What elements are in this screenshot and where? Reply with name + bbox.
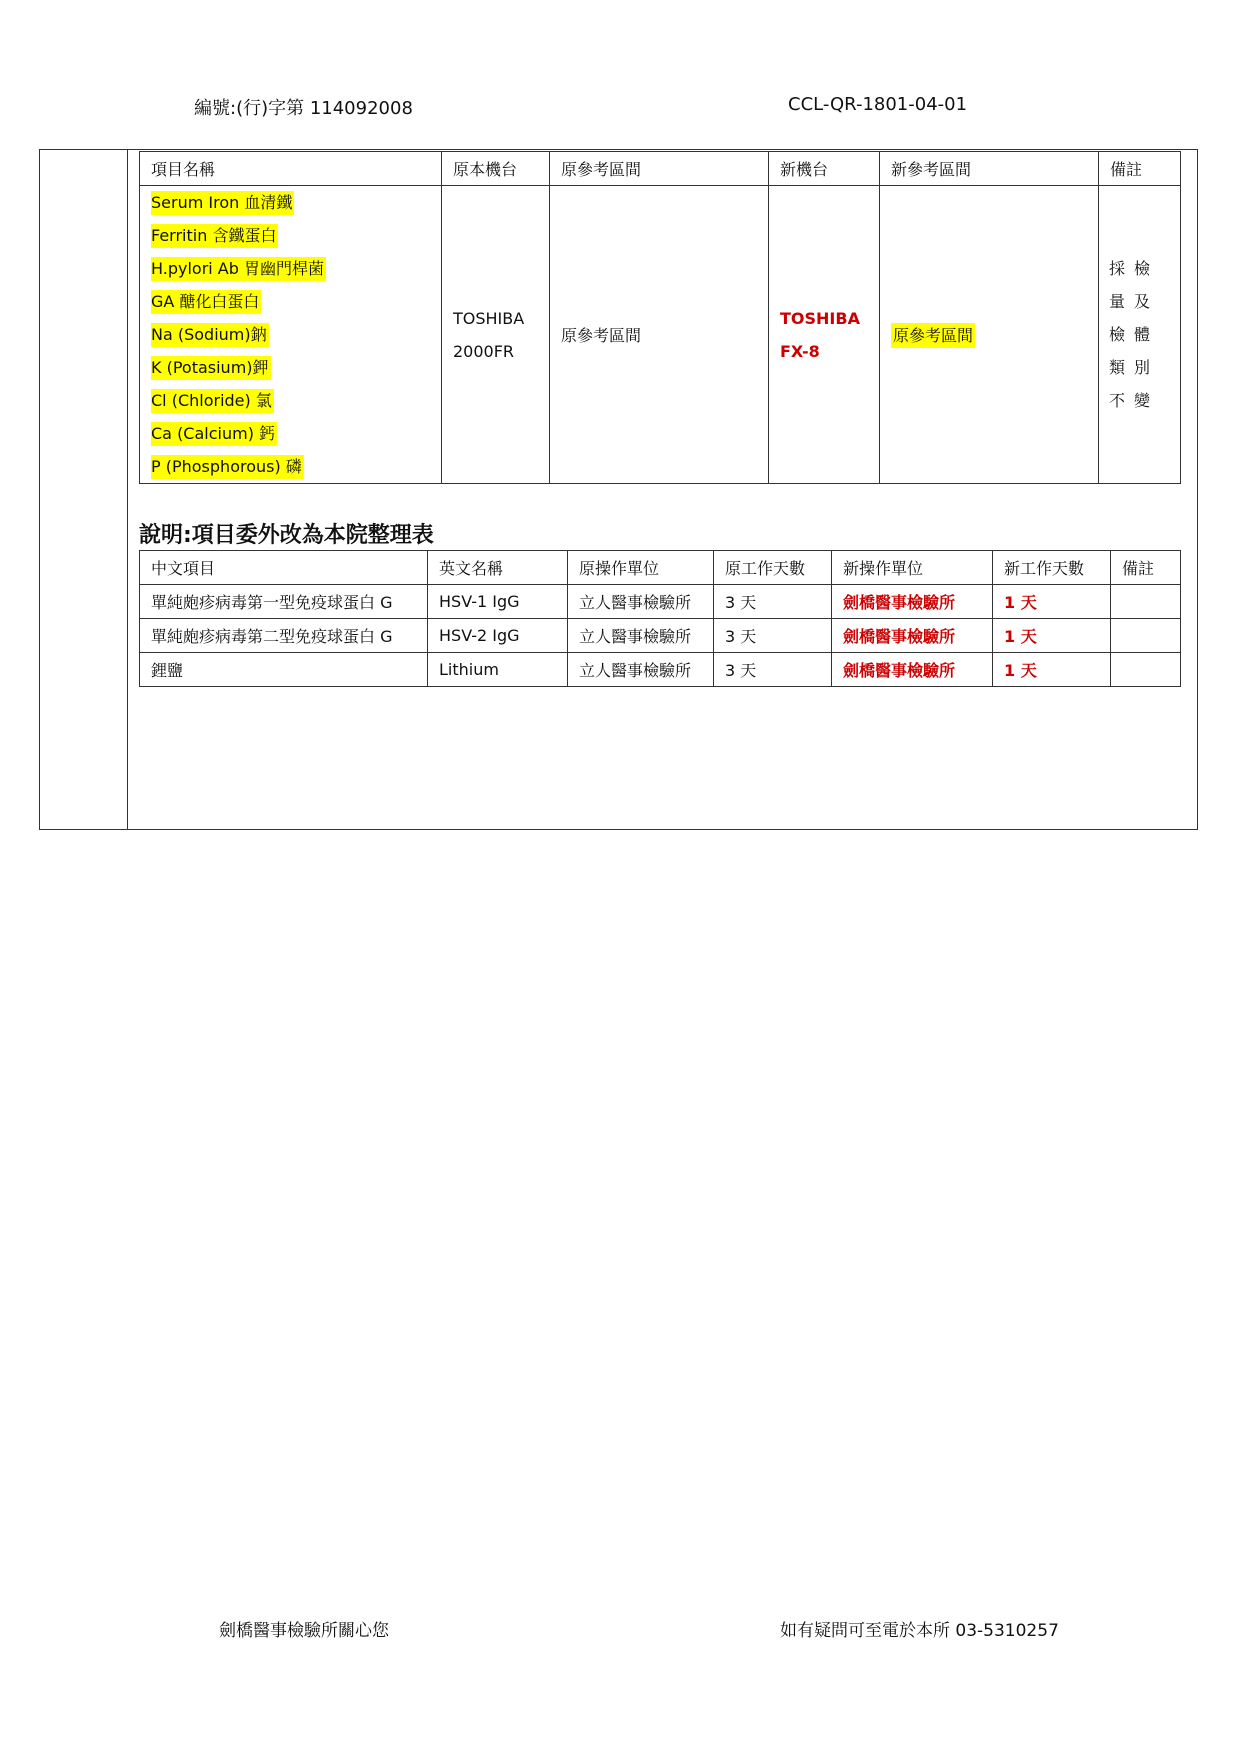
list-item bbox=[151, 351, 441, 384]
table-row bbox=[140, 186, 1181, 484]
header-new-machine: 新機台 bbox=[769, 152, 880, 186]
header-original-days: 原工作天數 bbox=[714, 551, 832, 585]
header-original-reference: 原參考區間 bbox=[550, 152, 769, 186]
list-item bbox=[151, 450, 441, 483]
table-header-row bbox=[140, 152, 1181, 186]
list-item bbox=[151, 384, 441, 417]
new-machine-model: FX-8 bbox=[780, 341, 820, 361]
new-unit-cell: 劍橋醫事檢驗所 bbox=[832, 585, 993, 619]
header-remark: 備註 bbox=[1111, 551, 1181, 585]
footer-contact: 如有疑問可至電於本所 03-5310257 bbox=[780, 1621, 1059, 1641]
form-code: CCL-QR-1801-04-01 bbox=[788, 94, 968, 115]
header-item-name: 項目名稱 bbox=[140, 152, 442, 186]
chinese-item-cell: 單純皰疹病毒第一型免疫球蛋白 G bbox=[140, 585, 428, 619]
list-item bbox=[151, 318, 441, 351]
new-machine-cell bbox=[769, 186, 880, 484]
list-item bbox=[151, 219, 441, 252]
item-label: Ferritin 含鐵蛋白 bbox=[151, 224, 278, 248]
remark-cell bbox=[1111, 585, 1181, 619]
document-number: 編號:(行)字第 114092008 bbox=[194, 98, 413, 119]
list-item bbox=[151, 285, 441, 318]
table-row bbox=[140, 585, 1181, 619]
table-row bbox=[140, 653, 1181, 687]
header-original-machine: 原本機台 bbox=[442, 152, 550, 186]
original-days-cell: 3 天 bbox=[714, 619, 832, 653]
instrument-change-table bbox=[139, 151, 1181, 484]
item-label: K (Potasium)鉀 bbox=[151, 356, 271, 380]
new-days-cell: 1 天 bbox=[993, 653, 1111, 687]
new-unit-cell: 劍橋醫事檢驗所 bbox=[832, 653, 993, 687]
remark-cell bbox=[1111, 619, 1181, 653]
header-new-reference: 新參考區間 bbox=[880, 152, 1099, 186]
header-english-name: 英文名稱 bbox=[428, 551, 568, 585]
chinese-item-cell: 單純皰疹病毒第二型免疫球蛋白 G bbox=[140, 619, 428, 653]
new-days-cell: 1 天 bbox=[993, 619, 1111, 653]
frame-left-column-divider bbox=[127, 149, 128, 830]
item-label: Cl (Chloride) 氯 bbox=[151, 389, 274, 413]
header-remark: 備註 bbox=[1099, 152, 1181, 186]
english-name-cell: Lithium bbox=[428, 653, 568, 687]
header-original-unit: 原操作單位 bbox=[568, 551, 714, 585]
list-item bbox=[151, 252, 441, 285]
new-days-cell: 1 天 bbox=[993, 585, 1111, 619]
original-days-cell: 3 天 bbox=[714, 585, 832, 619]
item-label: Na (Sodium)鈉 bbox=[151, 323, 269, 347]
original-unit-cell: 立人醫事檢驗所 bbox=[568, 585, 714, 619]
list-item bbox=[151, 417, 441, 450]
table-header-row bbox=[140, 551, 1181, 585]
original-days-cell: 3 天 bbox=[714, 653, 832, 687]
english-name-cell: HSV-1 IgG bbox=[428, 585, 568, 619]
header-chinese-item: 中文項目 bbox=[140, 551, 428, 585]
new-machine-brand: TOSHIBA bbox=[780, 308, 860, 328]
table-row bbox=[140, 619, 1181, 653]
outsourcing-change-table bbox=[139, 550, 1181, 687]
original-machine-cell bbox=[442, 186, 550, 484]
item-list bbox=[140, 186, 442, 484]
item-label: H.pylori Ab 胃幽門桿菌 bbox=[151, 257, 326, 281]
item-label: Serum Iron 血清鐵 bbox=[151, 191, 294, 215]
item-label: P (Phosphorous) 磷 bbox=[151, 455, 304, 479]
new-unit-cell: 劍橋醫事檢驗所 bbox=[832, 619, 993, 653]
original-unit-cell: 立人醫事檢驗所 bbox=[568, 619, 714, 653]
english-name-cell: HSV-2 IgG bbox=[428, 619, 568, 653]
item-label: Ca (Calcium) 鈣 bbox=[151, 422, 277, 446]
original-machine-brand: TOSHIBA bbox=[453, 308, 525, 328]
item-label: GA 醣化白蛋白 bbox=[151, 290, 261, 314]
original-unit-cell: 立人醫事檢驗所 bbox=[568, 653, 714, 687]
new-reference-label: 原參考區間 bbox=[891, 323, 975, 348]
footer-greeting: 劍橋醫事檢驗所關心您 bbox=[219, 1621, 389, 1641]
original-reference-cell: 原參考區間 bbox=[550, 186, 769, 484]
remark-cell bbox=[1111, 653, 1181, 687]
new-reference-cell bbox=[880, 186, 1099, 484]
section-title: 說明:項目委外改為本院整理表 bbox=[139, 523, 434, 548]
header-new-days: 新工作天數 bbox=[993, 551, 1111, 585]
remark-cell: 採檢量及檢體類別不變 bbox=[1099, 186, 1181, 484]
list-item bbox=[151, 186, 441, 219]
header-new-unit: 新操作單位 bbox=[832, 551, 993, 585]
chinese-item-cell: 鋰鹽 bbox=[140, 653, 428, 687]
original-machine-model: 2000FR bbox=[453, 341, 515, 361]
